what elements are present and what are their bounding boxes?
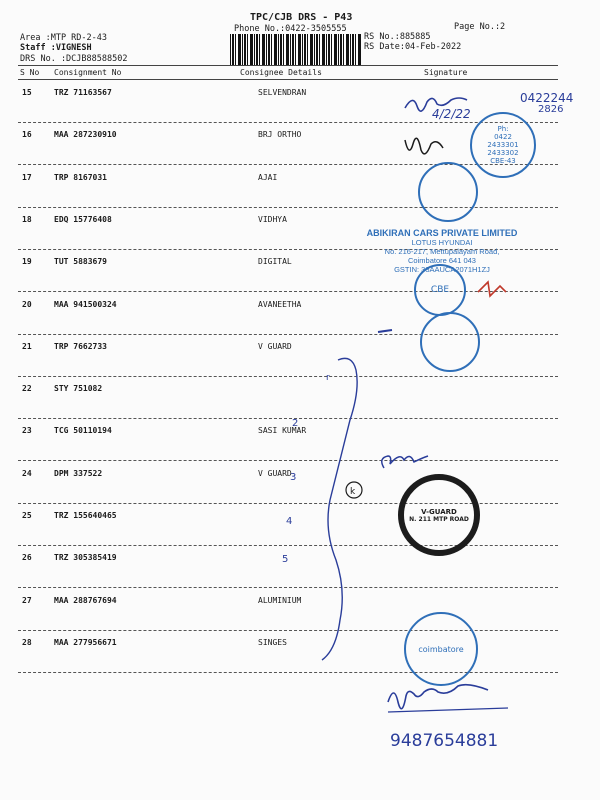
row-consignment: MAA 941500324 [54, 299, 117, 309]
mark-19 [478, 282, 506, 296]
svg-text:k: k [350, 487, 356, 497]
row-consignee: BRJ ORTHO [258, 130, 302, 140]
ajai-stamp [418, 162, 478, 222]
ortho-stamp: Ph: 0422 2433301 2433302 CBE-43 [470, 112, 536, 178]
row-consignment: EDQ 15776408 [54, 214, 112, 224]
staff-label: Staff :VIGNESH [20, 43, 92, 53]
signature-16 [405, 138, 443, 154]
row-sno: 16 [22, 130, 32, 140]
stamp-city: Coimbatore 641 043 [408, 256, 476, 265]
row-consignee: SINGES [258, 637, 287, 647]
row-sno: 22 [22, 384, 32, 394]
row-consignment: TUT 5883679 [54, 257, 107, 267]
row-sno: 26 [22, 553, 32, 563]
row-sno: 20 [22, 299, 32, 309]
row-sno: 23 [22, 426, 32, 436]
rs-date: RS Date:04-Feb-2022 [364, 42, 462, 52]
page-number: Page No.:2 [454, 22, 506, 32]
drs-number: DRS No. :DCJB88588502 [20, 54, 128, 64]
row-consignee: VIDHYA [258, 214, 287, 224]
row-consignee: V GUARD [258, 341, 292, 351]
col-consignment: Consignment No [54, 68, 122, 77]
row-consignment: TRZ 71163567 [54, 88, 112, 97]
svg-text:r: r [326, 373, 330, 383]
row-consignee: ALUMINIUM [258, 595, 302, 605]
stamp-company: ABIKIRAN CARS PRIVATE LIMITED [366, 228, 518, 238]
digit-5: 5 [282, 554, 289, 565]
row-sno: 21 [22, 341, 32, 351]
handwritten-phone: 0422244 [520, 91, 574, 105]
bracket-curve [322, 358, 357, 660]
row-sno: 27 [22, 595, 32, 605]
stamp-sub: LOTUS HYUNDAI [411, 238, 473, 247]
drs-title: TPC/CJB DRS - P43 [250, 12, 353, 23]
row-consignee: SASI KUMAR [258, 426, 307, 436]
digit-3: 3 [290, 472, 297, 483]
phone-number: Phone No.:0422-3505555 [234, 24, 347, 34]
aluminium-stamp: coimbatore [404, 612, 478, 686]
mark-20 [378, 330, 392, 332]
sig-date-15: 4/2/22 [432, 107, 471, 121]
row-consignment: MAA 277956671 [54, 637, 117, 647]
row-sno: 28 [22, 637, 32, 647]
signature-23 [382, 456, 428, 468]
col-signature: Signature [424, 68, 468, 77]
avaneetha-stamp [420, 312, 480, 372]
row-consignment: TRZ 155640465 [54, 511, 117, 520]
cbe-stamp: CBE [414, 264, 466, 316]
row-sno: 18 [22, 214, 32, 224]
row-sno: 19 [22, 257, 32, 267]
vguard-stamp: V-GUARD N. 211 MTP ROAD [398, 474, 480, 556]
rs-number: RS No.:885885 [364, 32, 431, 42]
signature-bottom [388, 685, 488, 709]
row-consignee: V GUARD [258, 468, 292, 478]
handwritten-phone-2: 2826 [538, 104, 564, 115]
digit-2: 2 [292, 418, 299, 429]
row-consignment: TRZ 305385419 [54, 553, 117, 563]
row-consignment: TRP 8167031 [54, 172, 107, 182]
row-consignee: SELVENDRAN [258, 88, 307, 97]
bottom-phone: 9487654881 [390, 731, 499, 751]
col-sno: S No [20, 68, 40, 77]
digit-4: 4 [286, 516, 293, 527]
row-consignment: MAA 288767694 [54, 595, 117, 605]
stamp-gstin: GSTIN: 33AAUCA2071H1ZJ [394, 265, 490, 274]
col-consignee: Consignee Details [240, 68, 322, 77]
row-consignment: STY 751082 [54, 384, 103, 394]
row-consignment: TCG 50110194 [54, 426, 112, 436]
row-consignment: MAA 287230910 [54, 130, 117, 140]
row-consignee: AJAI [258, 172, 278, 182]
row-sno: 25 [22, 511, 32, 520]
stamp-addr: No. 216-217, Mettupalayam Road, [384, 247, 500, 256]
row-consignee: AVANEETHA [258, 299, 302, 309]
row-consignment: TRP 7662733 [54, 341, 107, 351]
row-consignment: DPM 337522 [54, 468, 103, 478]
row-sno: 24 [22, 468, 32, 478]
row-sno: 15 [22, 88, 32, 97]
row-consignee: DIGITAL [258, 257, 292, 267]
area-label: Area :MTP RD-2-43 [20, 33, 107, 43]
row-sno: 17 [22, 172, 32, 182]
